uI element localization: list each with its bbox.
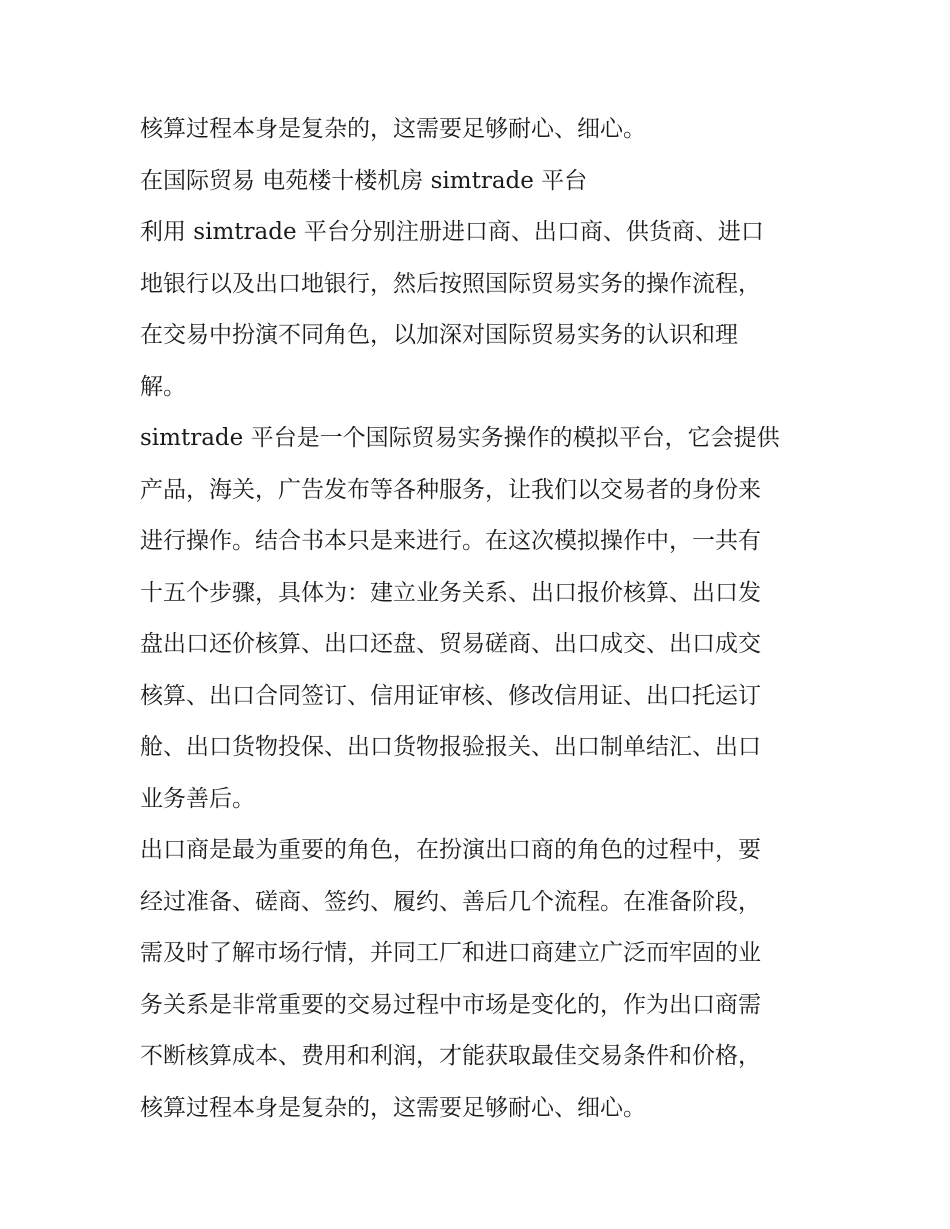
- text-line: 利用 simtrade 平台分别注册进口商、出口商、供货商、进口: [140, 219, 764, 245]
- text-line: 十五个步骤，具体为：建立业务关系、出口报价核算、出口发: [140, 579, 761, 606]
- text-line: 地银行以及出口地银行，然后按照国际贸易实务的操作流程，: [140, 270, 761, 297]
- text-line: 在交易中扮演不同角色，以加深对国际贸易实务的认识和理: [140, 322, 738, 348]
- document-body: [140, 104, 820, 1134]
- text-line: 经过准备、磋商、签约、履约、善后几个流程。在准备阶段，: [140, 888, 761, 915]
- text-line: 解。: [140, 373, 186, 400]
- text-line: 核算过程本身是复杂的，这需要足够耐心、细心。: [140, 116, 646, 142]
- text-line: 务关系是非常重要的交易过程中市场是变化的，作为出口商需: [140, 991, 761, 1018]
- text-line: 需及时了解市场行情，并同工厂和进口商建立广泛而牢固的业: [140, 940, 761, 966]
- text-line: 在国际贸易 电苑楼十楼机房 simtrade 平台: [140, 167, 588, 194]
- text-line: 不断核算成本、费用和利润，才能获取最佳交易条件和价格，: [140, 1043, 761, 1069]
- text-line: 舱、出口货物投保、出口货物报验报关、出口制单结汇、出口: [140, 734, 761, 760]
- text-line: 出口商是最为重要的角色，在扮演出口商的角色的过程中，要: [140, 837, 761, 863]
- text-line: 核算、出口合同签订、信用证审核、修改信用证、出口托运订: [140, 682, 761, 709]
- text-line: 盘出口还价核算、出口还盘、贸易磋商、出口成交、出口成交: [140, 631, 761, 657]
- text-line: 产品，海关，广告发布等各种服务，让我们以交易者的身份来: [140, 476, 761, 503]
- text-line: simtrade 平台是一个国际贸易实务操作的模拟平台，它会提供: [140, 425, 780, 451]
- text-line: 核算过程本身是复杂的，这需要足够耐心、细心。: [140, 1094, 646, 1121]
- text-line: 业务善后。: [140, 785, 255, 812]
- text-line: 进行操作。结合书本只是来进行。在这次模拟操作中，一共有: [140, 528, 761, 554]
